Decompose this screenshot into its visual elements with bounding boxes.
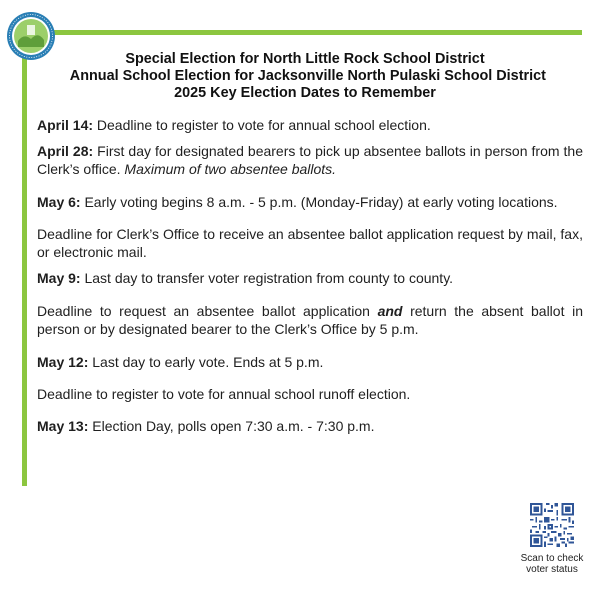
entry-text: Deadline for Clerk’s Office to receive an absentee ballot application request by mail, fax, or electronic mail. <box>37 226 583 260</box>
header-title-line-1: Special Election for North Little Rock School District <box>125 50 485 67</box>
entry-date: May 13: <box>37 418 89 434</box>
entry-emphasis: and <box>377 303 403 319</box>
entry-date: May 9: <box>37 270 81 286</box>
document-header <box>69 50 546 101</box>
entry-text: Last day to early vote. Ends at 5 p.m. <box>88 354 324 370</box>
entry-runoff-registration-deadline <box>37 385 583 403</box>
entry-april-14 <box>37 116 583 134</box>
entry-may-12 <box>37 353 583 371</box>
entry-april-28 <box>37 142 583 178</box>
entry-text: Early voting begins 8 a.m. - 5 p.m. (Monday-Friday) at early voting locations. <box>80 194 558 210</box>
left-accent-bar <box>22 30 27 486</box>
entry-date: April 14: <box>37 117 94 133</box>
entry-emphasis: Maximum of two absentee ballots. <box>124 161 337 177</box>
entry-text: Deadline to register to vote for annual school runoff election. <box>37 386 411 402</box>
header-title-line-3: 2025 Key Election Dates to Remember <box>174 84 436 101</box>
entry-may-13 <box>37 417 583 435</box>
entry-absentee-request-deadline <box>37 225 583 261</box>
entry-text: return the absent ballot in person or by designated bearer to the Clerk’s Office by 5 p.m. <box>37 303 583 337</box>
entry-date: May 6: <box>37 194 81 210</box>
qr-caption-line-1: Scan to check <box>520 553 584 564</box>
header-title-line-2: Annual School Election for Jacksonville North Pulaski School District <box>69 67 546 84</box>
entry-text: Deadline to request an absentee ballot application <box>37 303 378 319</box>
entry-text: Last day to transfer voter registration from county to county. <box>80 270 454 286</box>
entry-date: May 12: <box>37 354 89 370</box>
entry-may-9 <box>37 269 583 287</box>
qr-code-icon[interactable] <box>530 503 574 547</box>
qr-caption-line-2: voter status <box>526 564 578 575</box>
top-accent-bar <box>26 30 582 35</box>
entry-may-6 <box>37 193 583 211</box>
county-seal-icon <box>6 11 56 61</box>
entry-date: April 28: <box>37 143 94 159</box>
election-dates-list <box>37 116 583 435</box>
entry-text: Election Day, polls open 7:30 a.m. - 7:30 p.m. <box>88 418 375 434</box>
entry-absentee-return-deadline <box>37 302 583 338</box>
qr-caption <box>510 553 594 575</box>
entry-text: First day for designated bearers to pick up absentee ballots in person from the Clerk’s office. <box>37 143 584 177</box>
entry-text: Deadline to register to vote for annual school election. <box>93 117 431 133</box>
